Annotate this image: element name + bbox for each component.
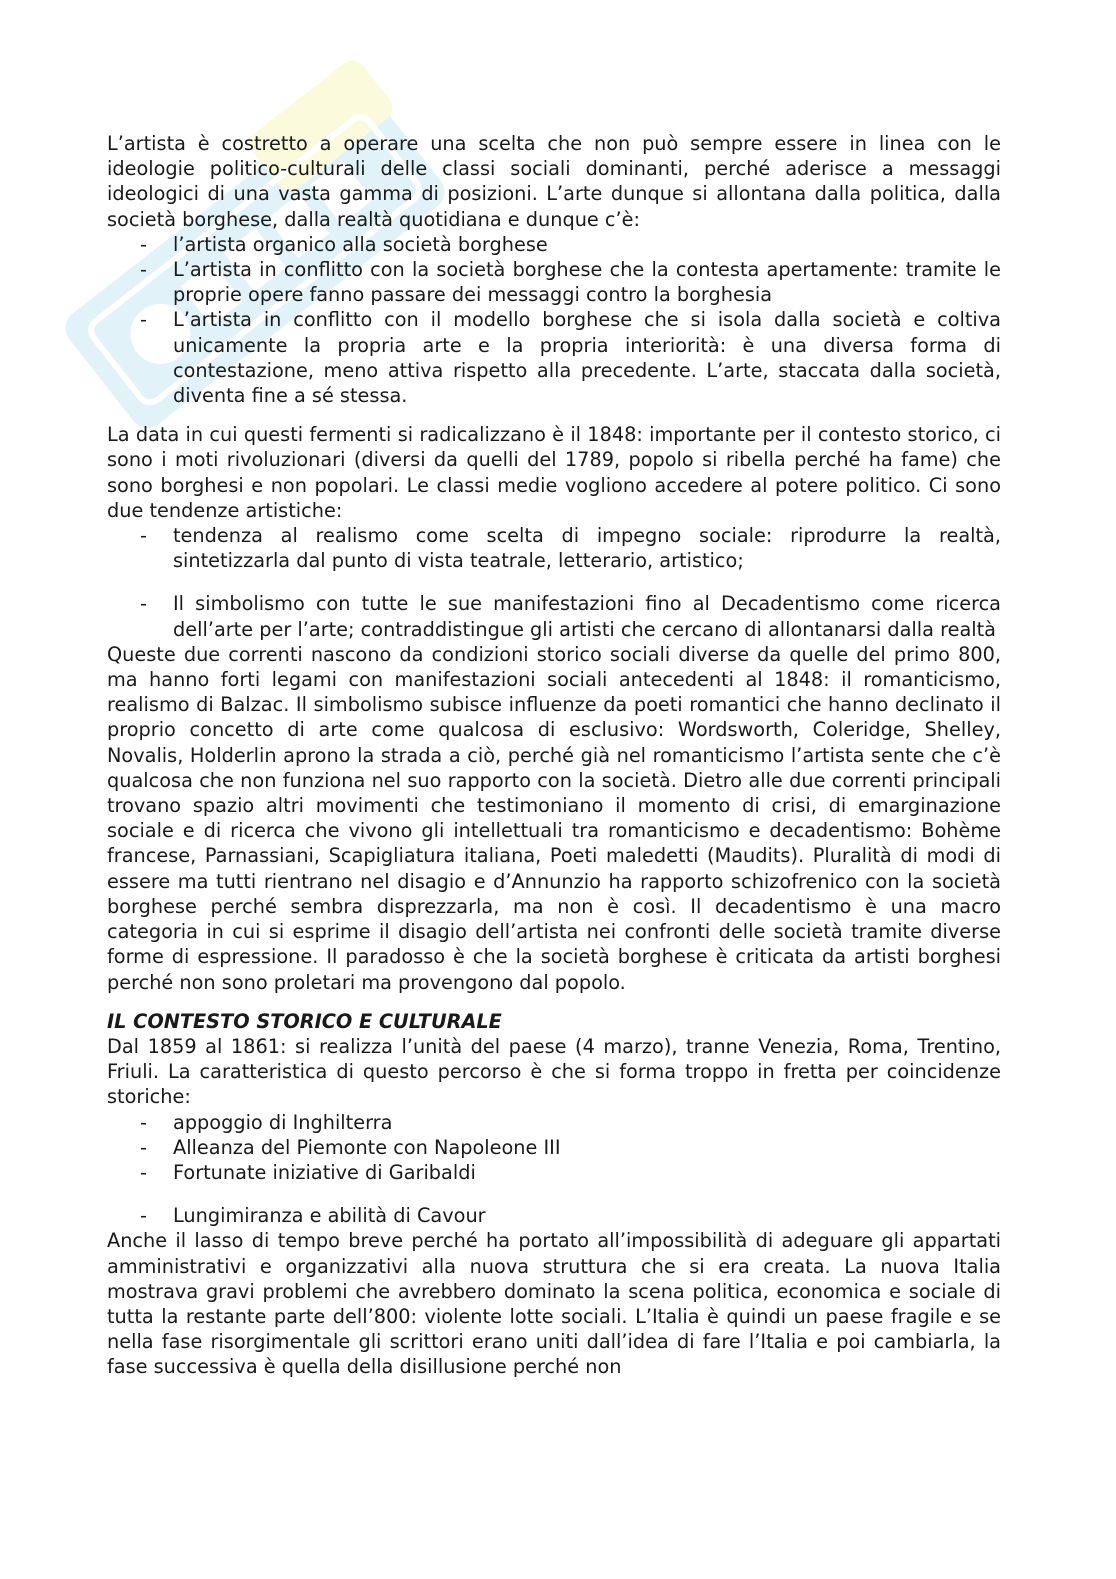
paragraph-two-currents: Queste due correnti nascono da condizioni storico sociali diverse da quelle del primo 800, ma hanno forti legami con manifestazioni sociali antecedenti al 1848: il romanticismo, realismo di Balzac. Il simbolismo subisce influenze da poeti romantici che hanno declinato il proprio concetto di arte come qualcosa di esclusivo: Wordsworth, Coleridge, Shelley, Novalis, Holderlin aprono la strada a ciò, perché già nel romanticismo l’artista sente che c’è qualcosa che non funziona nel suo rapporto con la società. Dietro alle due correnti principali trovano spazio altri movimenti che testimoniano il momento di crisi, di emarginazione sociale e di ricerca che vivono gli intellettuali tra romanticismo e decadentismo: Bohème francese, Parnassiani, Scapigliatura italiana, Poeti maledetti (Maudits). Pluralità di modi di essere ma tutti rientrano nel disagio e d’Annunzio ha rapporto schizofrenico con la società borghese perché sembra disprezzarla, ma non è così. Il decadentismo è una macro categoria in cui si esprime il disagio dell’artista nei confronti delle società tramite diverse forme di espressione. Il paradosso è che la società borghese è criticata da artisti borghesi perché non sono proletari ma provengono dal popolo. [107,642,1001,994]
list-item: - Fortunate iniziative di Garibaldi [107,1160,1001,1185]
artist-types-list [107,232,1001,408]
list-item: - Alleanza del Piemonte con Napoleone III [107,1135,1001,1160]
list-item: - appoggio di Inghilterra [107,1110,1001,1135]
artistic-tendencies-list [107,523,1001,642]
historical-coincidences-list [107,1110,1001,1229]
list-item: - Lungimiranza e abilità di Cavour [107,1203,1001,1228]
section-heading: IL CONTESTO STORICO E CULTURALE [107,1009,502,1033]
list-item: - L’artista in conflitto con il modello borghese che si isola dalla società e coltiva unicamente la propria arte e la propria interiorità: è una diversa forma di contestazione, meno attiva rispetto alla precedente. L’arte, staccata dalla società, diventa fine a sé stessa. [107,307,1001,408]
list-item: - Il simbolismo con tutte le sue manifestazioni fino al Decadentismo come ricerca dell’arte per l’arte; contraddistingue gli artisti che cercano di allontanarsi dalla realtà [107,591,1001,641]
list-item: - l’artista organico alla società borghese [107,232,1001,257]
paragraph-unification: Dal 1859 al 1861: si realizza l’unità del paese (4 marzo), tranne Venezia, Roma, Trentino, Friuli. La caratteristica di questo percorso è che si forma troppo in fretta per coincidenze storiche: [107,1034,1001,1109]
document-page [107,131,1001,1380]
paragraph-new-italy: Anche il lasso di tempo breve perché ha portato all’impossibilità di adeguare gli appartati amministrativi e organizzativi alla nuova struttura che si era creata. La nuova Italia mostrava gravi problemi che avrebbero dominato la scena politica, economica e sociale di tutta la restante parte dell’800: violente lotte sociali. L’Italia è quindi un paese fragile e se nella fase risorgimentale gli scrittori erano uniti dall’idea di fare l’Italia e poi cambiarla, la fase successiva è quella della disillusione perché non [107,1229,1001,1379]
list-item: - L’artista in conflitto con la società borghese che la contesta apertamente: tramite le proprie opere fanno passare dei messaggi contro la borghesia [107,257,1001,307]
list-item: - tendenza al realismo come scelta di impegno sociale: riprodurre la realtà, sintetizzarla dal punto di vista teatrale, letterario, artistico; [107,523,1001,573]
paragraph-1848: La data in cui questi fermenti si radicalizzano è il 1848: importante per il contesto storico, ci sono i moti rivoluzionari (diversi da quelli del 1789, popolo si ribella perché ha fame) che sono borghesi e non popolari. Le classi medie vogliono accedere al potere politico. Ci sono due tendenze artistiche: [107,423,1001,522]
paragraph-artist-choice: L’artista è costretto a operare una scelta che non può sempre essere in linea con le ideologie politico-culturali delle classi sociali dominanti, perché aderisce a messaggi ideologici di una vasta gamma di posizioni. L’arte dunque si allontana dalla politica, dalla società borghese, dalla realtà quotidiana e dunque c’è: [107,132,1001,231]
